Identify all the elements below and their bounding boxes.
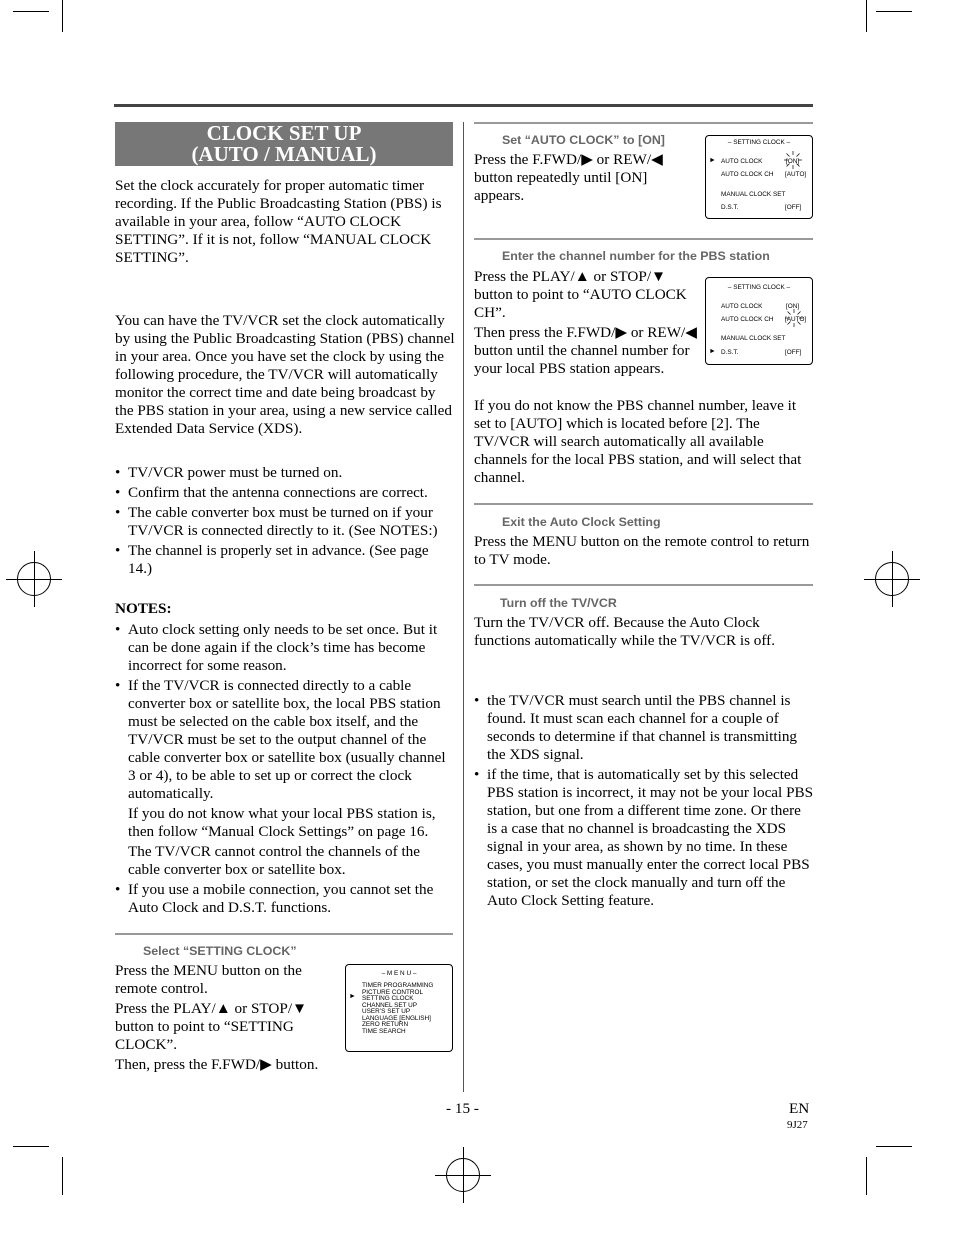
document-code: 9J27 — [787, 1119, 808, 1131]
step-divider — [474, 584, 813, 586]
registration-mark-icon — [17, 562, 51, 596]
step2-text: Press the F.FWD/▶ or REW/◀ button repeatedly until [ON] appears. — [474, 151, 663, 204]
step3-text: If you do not know the PBS channel number, leave it set to [AUTO] which is located before [2]. The TV/VCR will search automatically all available channels for the local PBS station, and will select that channel. — [474, 397, 802, 486]
menu-item: ZERO RETURN — [362, 1021, 409, 1028]
step2-heading: Set “AUTO CLOCK” to [ON] — [502, 133, 665, 147]
screen-row: AUTO CLOCK CH — [721, 171, 774, 178]
menu-item: TIME SEARCH — [362, 1027, 406, 1035]
menu-screen — [345, 964, 453, 1052]
page-number: - 15 - — [446, 1100, 479, 1117]
menu-item: USER’S SET UP — [362, 1008, 411, 1015]
menu-item: PICTURE CONTROL — [362, 988, 424, 996]
screen-row: MANUAL CLOCK SET — [721, 335, 786, 342]
menu-item: LANGUAGE [ENGLISH] — [362, 1014, 431, 1022]
crop-mark — [62, 0, 63, 32]
list-item — [115, 881, 455, 917]
note-text: Auto clock setting only needs to be set once. But it can be done again if the clock’s time has become incorrect for some reason. — [128, 621, 438, 674]
step-divider — [474, 503, 813, 505]
crop-mark — [866, 1157, 867, 1195]
step3-heading: Enter the channel number for the PBS station — [502, 249, 770, 263]
screen-header: – SETTING CLOCK – — [727, 139, 791, 146]
column-divider — [463, 122, 464, 1092]
step4-heading: Exit the Auto Clock Setting — [502, 515, 661, 529]
top-rule — [114, 104, 813, 107]
notes-heading: NOTES: — [115, 600, 172, 617]
setting-clock-screen — [705, 135, 813, 219]
page-title — [115, 122, 453, 166]
list-item — [115, 677, 455, 879]
list-item: • The cable converter box must be turned on if your TV/VCR is connected directly to it. (See NOTES:) — [115, 504, 455, 540]
screen-header: – M E N U – — [381, 970, 417, 977]
title-line1: CLOCK SET UP — [206, 121, 362, 145]
step3-text: Press the PLAY/▲ or STOP/▼ button to point to “AUTO CLOCK CH”. — [474, 268, 687, 321]
screen-value: [ON] — [786, 303, 800, 310]
step-divider — [474, 122, 813, 124]
screen-header: – SETTING CLOCK – — [727, 284, 791, 291]
screen-row: D.S.T. — [721, 204, 739, 211]
crop-mark — [876, 11, 912, 12]
screen-row: AUTO CLOCK — [721, 303, 763, 310]
auto-clock-description: You can have the TV/VCR set the clock automatically by using the Public Broadcasting Station (PBS) channel in your area. Once you have set the clock by using the following procedure, the TV/VCR will automatically monitor the correct time and date being broadcast by the PBS station in your area, using a new service called Extended Data Service (XDS). — [115, 312, 455, 437]
screen-value: [OFF] — [785, 349, 802, 356]
language-label: EN — [789, 1100, 810, 1117]
note-text: If you use a mobile connection, you cannot set the Auto Clock and D.S.T. functions. — [128, 881, 434, 916]
screen-row: D.S.T. — [721, 349, 739, 356]
requirements-list — [115, 464, 455, 580]
screen-value: [AUTO] — [785, 316, 807, 323]
note-subtext: If you do not know what your local PBS station is, then follow “Manual Clock Settings” on page 16. — [128, 805, 436, 840]
screen-value: [OFF] — [785, 204, 802, 211]
crop-mark — [62, 1157, 63, 1195]
step1-heading: Select “SETTING CLOCK” — [143, 944, 297, 958]
cursor-icon: ► — [349, 993, 356, 1000]
notes-list — [115, 621, 455, 919]
menu-item: CHANNEL SET UP — [362, 1001, 418, 1009]
crop-mark — [13, 1146, 49, 1147]
registration-mark-icon — [875, 562, 909, 596]
crop-mark — [876, 1146, 912, 1147]
step3-text: Then press the F.FWD/▶ or REW/◀ button until the channel number for your local PBS station appears. — [474, 324, 697, 377]
screen-value: [ON] — [786, 158, 800, 165]
step-divider — [115, 933, 453, 935]
screen-row: MANUAL CLOCK SET — [721, 191, 786, 198]
step1-text: Press the PLAY/▲ or STOP/▼ button to point to “SETTING CLOCK”. — [115, 1000, 308, 1053]
screen-row: AUTO CLOCK — [721, 158, 763, 165]
menu-item: TIMER PROGRAMMING — [362, 982, 434, 989]
list-item: • the TV/VCR must search until the PBS channel is found. It must scan each channel for a couple of seconds to determine if that channel is transmitting the XDS signal. — [474, 692, 814, 764]
step5-heading: Turn off the TV/VCR — [500, 596, 617, 610]
screen-row: AUTO CLOCK CH — [721, 316, 774, 323]
list-item: • Confirm that the antenna connections are correct. — [115, 484, 455, 502]
crop-mark — [866, 0, 867, 32]
final-notes-list — [474, 692, 814, 912]
cursor-icon: ► — [709, 157, 716, 164]
step1-text: Press the MENU button on the remote control. — [115, 962, 302, 997]
setting-clock-screen — [705, 277, 813, 365]
registration-mark-icon — [446, 1158, 480, 1192]
crop-mark — [13, 11, 49, 12]
step4-text: Press the MENU button on the remote control to return to TV mode. — [474, 533, 810, 568]
menu-item: SETTING CLOCK — [362, 995, 414, 1002]
intro-text: Set the clock accurately for proper automatic timer recording. If the Public Broadcasting Station (PBS) is available in your area, follow “AUTO CLOCK SETTING”. If it is not, follow “MANUAL CLOCK SETTING”. — [115, 177, 442, 266]
list-item: • if the time, that is automatically set by this selected PBS station is incorrect, it may not be your local PBS station, but one from a different time zone. Or there is a case that no channel is broadcasting the XDS signal in your area, as shown by no time. In these cases, you must manually enter the correct local PBS station, or set the clock manually and turn off the Auto Clock Setting feature. — [474, 766, 814, 910]
note-subtext: The TV/VCR cannot control the channels of the cable converter box or satellite box. — [128, 843, 421, 878]
title-line2: (AUTO / MANUAL) — [191, 142, 377, 166]
step1-text: Then, press the F.FWD/▶ button. — [115, 1056, 319, 1073]
note-text: If the TV/VCR is connected directly to a cable converter box or satellite box, the local PBS station must be selected on the cable box itself, and the TV/VCR must be set to the output channel of the cable converter box or satellite box (usually channel 3 or 4), to be able to set up or correct the clock automatically. — [128, 677, 446, 802]
list-item: • TV/VCR power must be turned on. — [115, 464, 455, 482]
list-item: • The channel is properly set in advance. (See page 14.) — [115, 542, 455, 578]
step5-text: Turn the TV/VCR off. Because the Auto Clock functions automatically while the TV/VCR is off. — [474, 614, 776, 649]
screen-value: [AUTO] — [785, 171, 807, 178]
blink-indicator-icon — [783, 150, 803, 170]
step-divider — [474, 238, 813, 240]
list-item — [115, 621, 455, 675]
blink-indicator-icon — [784, 308, 807, 328]
cursor-icon: ► — [709, 348, 716, 355]
